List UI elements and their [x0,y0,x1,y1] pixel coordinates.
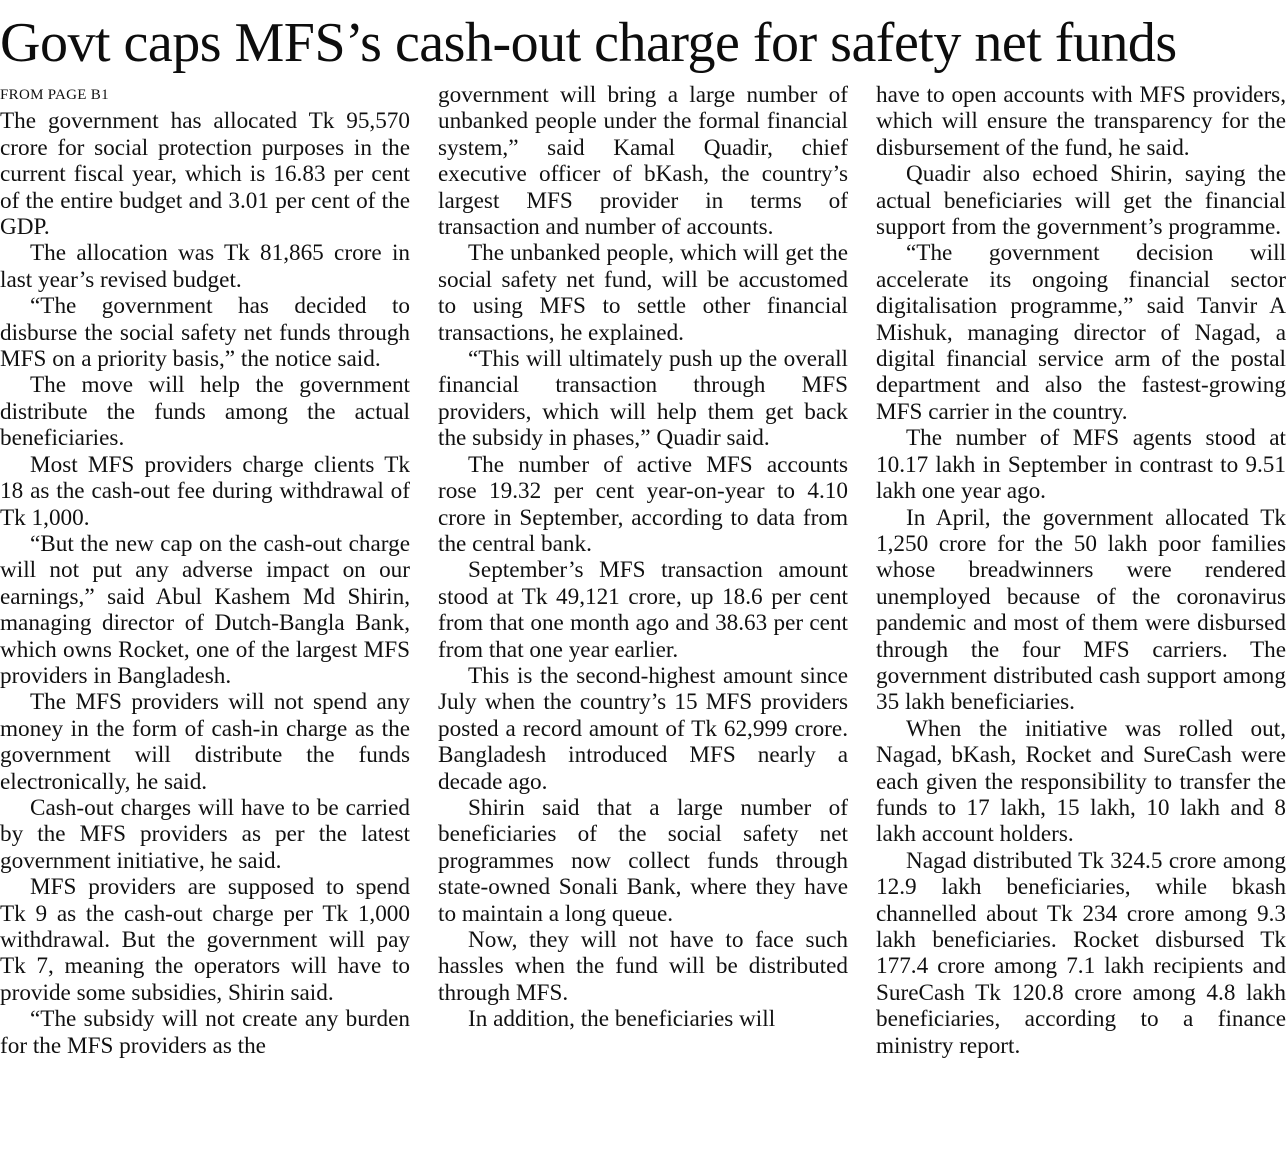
paragraph: The number of MFS agents stood at 10.17 lakh in September in contrast to 9.51 lakh one year ago. [876,425,1286,505]
paragraph: Cash-out charges will have to be carried by the MFS providers as per the latest government initiative, he said. [0,794,410,874]
paragraph: The unbanked people, which will get the social safety net fund, will be accustomed to using MFS to settle other financial transactions, he explained. [438,240,848,346]
paragraph: In addition, the beneficiaries will [468,1006,776,1033]
paragraph: This is the second-highest amount since July when the country’s 15 MFS providers posted a record amount of Tk 62,999 crore. Bangladesh introduced MFS nearly a decade ago. [438,662,848,795]
paragraph: The allocation was Tk 81,865 crore in last year’s revised budget. [0,240,410,293]
paragraph: “The subsidy will not create any burden for the MFS providers as the [0,1006,410,1059]
paragraph: “The government has decided to disburse the social safety net funds through MFS on a priority basis,” the notice said. [0,293,410,373]
paragraph: Now, they will not have to face such hassles when the fund will be distributed through MFS. [438,927,848,1006]
paragraph: The number of active MFS accounts rose 19.32 per cent year-on-year to 4.10 crore in September, according to data from the central bank. [438,451,848,557]
column-3 [876,82,1286,1059]
paragraph: government will bring a large number of unbanked people under the formal financial system,” said Kamal Quadir, chief executive officer of bKash, the country’s largest MFS provider in terms of transaction and number of accounts. [438,82,848,241]
paragraph: In April, the government allocated Tk 1,250 crore for the 50 lakh poor families whose breadwinners were rendered unemployed because of the coronavirus pandemic and most of them were disbursed through the four MFS carriers. The government distributed cash support among 35 lakh beneficiaries. [876,504,1286,716]
paragraph: Nagad distributed Tk 324.5 crore among 12.9 lakh beneficiaries, while bkash channelled about Tk 234 crore among 9.3 lakh beneficiaries. Rocket disbursed Tk 177.4 crore among 7.1 lakh recipients and SureCash Tk 120.8 crore among 4.8 lakh beneficiaries, according to a finance ministry report. [876,847,1286,1059]
paragraph: “This will ultimately push up the overall financial transaction through MFS providers, which will help them get back the subsidy in phases,” Quadir said. [438,346,848,452]
paragraph: The move will help the government distribute the funds among the actual beneficiaries. [0,372,410,452]
paragraph: Shirin said that a large number of beneficiaries of the social safety net programmes now collect funds through state-owned Sonali Bank, where they have to maintain a long queue. [438,794,848,927]
paragraph: “The government decision will accelerate its ongoing financial sector digitalisation programme,” said Tanvir A Mishuk, managing director of Nagad, a digital financial service arm of the postal department and also the fastest-growing MFS carrier in the country. [876,240,1286,425]
paragraph: Most MFS providers charge clients Tk 18 as the cash-out fee during withdrawal of Tk 1,000. [0,451,410,531]
paragraph: September’s MFS transaction amount stood at Tk 49,121 crore, up 18.6 per cent from that one month ago and 38.63 per cent from that one year earlier. [438,557,848,663]
paragraph: “But the new cap on the cash-out charge will not put any adverse impact on our earnings,” said Abul Kashem Md Shirin, managing director of Dutch-Bangla Bank, which owns Rocket, one of the largest MFS providers in Bangladesh. [0,530,410,689]
paragraph: The government has allocated Tk 95,570 crore for social protection purposes in the current fiscal year, which is 16.83 per cent of the entire budget and 3.01 per cent of the GDP. [0,108,410,241]
paragraph: MFS providers are supposed to spend Tk 9 as the cash-out charge per Tk 1,000 withdrawal. But the government will pay Tk 7, meaning the operators will have to provide some subsidies, Shirin said. [0,874,410,1006]
headline: Govt caps MFS’s cash-out charge for safety net funds [0,12,1177,74]
column-1 [0,82,410,1059]
paragraph: have to open accounts with MFS providers, which will ensure the transparency for the disbursement of the fund, he said. [876,82,1286,161]
paragraph: The MFS providers will not spend any money in the form of cash-in charge as the government will distribute the funds electronically, he said. [0,689,410,795]
column-2 [438,82,848,1033]
dateline: FROM PAGE B1 [0,87,109,103]
paragraph: When the initiative was rolled out, Nagad, bKash, Rocket and SureCash were each given the responsibility to transfer the funds to 17 lakh, 15 lakh, 10 lakh and 8 lakh account holders. [876,715,1286,848]
paragraph: Quadir also echoed Shirin, saying the actual beneficiaries will get the financial support from the government’s programme. [876,161,1286,241]
